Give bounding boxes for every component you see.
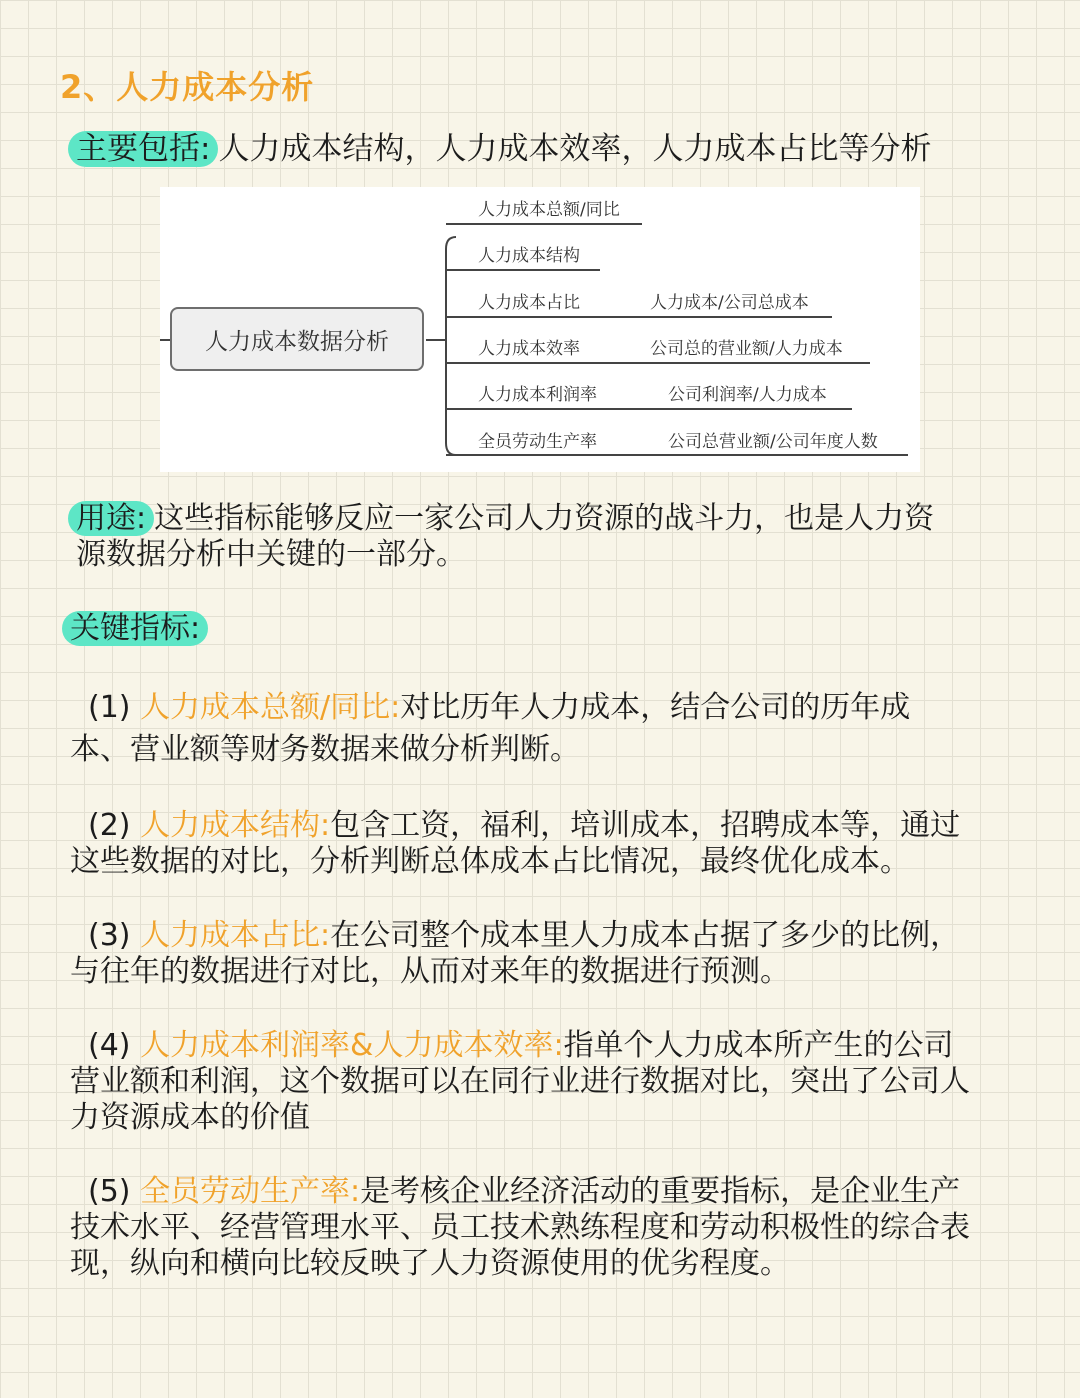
indicator-item-3 (70, 918, 1030, 990)
branch-label: 人力成本占比 (478, 293, 580, 313)
indicator-item-4 (70, 1028, 1030, 1136)
indicator-item-1 (70, 690, 1030, 768)
usage-label: 用途: (68, 501, 154, 536)
mind-map-root: 人力成本数据分析 (170, 307, 424, 371)
item-text: 营业额和利润，这个数据可以在同行业进行数据对比，突出了公司人 (70, 1064, 970, 1099)
mind-map-diagram (160, 187, 920, 472)
item-term: 人力成本总额/同比: (140, 690, 401, 725)
item-number: (2) (88, 808, 131, 843)
item-text: 指单个人力成本所产生的公司 (563, 1028, 954, 1063)
item-text: 在公司整个成本里人力成本占据了多少的比例， (330, 918, 961, 953)
usage-line-2: 源数据分析中关键的一部分。 (76, 537, 466, 572)
branch-detail: 公司总的营业额/人力成本 (650, 339, 843, 359)
main-include-text: 人力成本结构，人力成本效率，人力成本占比等分析 (218, 131, 932, 167)
branch-label: 人力成本利润率 (478, 385, 597, 405)
item-term: 全员劳动生产率: (140, 1174, 361, 1209)
item-number: (5) (88, 1174, 131, 1209)
item-term: 人力成本占比: (140, 918, 331, 953)
indicator-item-2 (70, 808, 1030, 880)
key-indicators-heading (70, 610, 208, 648)
usage-line-1 (76, 500, 934, 538)
branch-label: 人力成本结构 (478, 246, 580, 266)
item-text: 本、营业额等财务数据来做分析判断。 (70, 732, 580, 767)
item-text: 包含工资，福利，培训成本，招聘成本等，通过 (330, 808, 961, 843)
item-term: 人力成本结构: (140, 808, 331, 843)
item-number: (3) (88, 918, 131, 953)
item-text: 这些数据的对比，分析判断总体成本占比情况，最终优化成本。 (70, 844, 910, 879)
item-number: (1) (88, 690, 131, 725)
branch-label: 人力成本总额/同比 (478, 200, 620, 220)
item-term: 人力成本利润率&人力成本效率: (140, 1028, 564, 1063)
item-text: 力资源成本的价值 (70, 1100, 310, 1135)
item-text: 现，纵向和横向比较反映了人力资源使用的优劣程度。 (70, 1246, 790, 1281)
item-text: 是考核企业经济活动的重要指标，是企业生产 (360, 1174, 961, 1209)
section-title: 2、人力成本分析 (60, 68, 315, 106)
branch-detail: 人力成本/公司总成本 (650, 293, 809, 313)
branch-label: 人力成本效率 (478, 339, 580, 359)
item-number: (4) (88, 1028, 131, 1063)
key-indicators-label: 关键指标: (62, 611, 208, 646)
usage-text-1: 这些指标能够反应一家公司人力资源的战斗力，也是人力资 (154, 501, 935, 536)
indicator-item-5 (70, 1174, 1030, 1282)
item-text: 与往年的数据进行对比，从而对来年的数据进行预测。 (70, 954, 790, 989)
branch-detail: 公司总营业额/公司年度人数 (668, 432, 878, 452)
item-text: 技术水平、经营管理水平、员工技术熟练程度和劳动积极性的综合表 (70, 1210, 970, 1245)
item-text: 对比历年人力成本，结合公司的历年成 (400, 690, 911, 725)
branch-label: 全员劳动生产率 (478, 432, 597, 452)
main-include-line (76, 130, 931, 168)
main-include-label: 主要包括: (68, 131, 218, 167)
branch-detail: 公司利润率/人力成本 (668, 385, 827, 405)
